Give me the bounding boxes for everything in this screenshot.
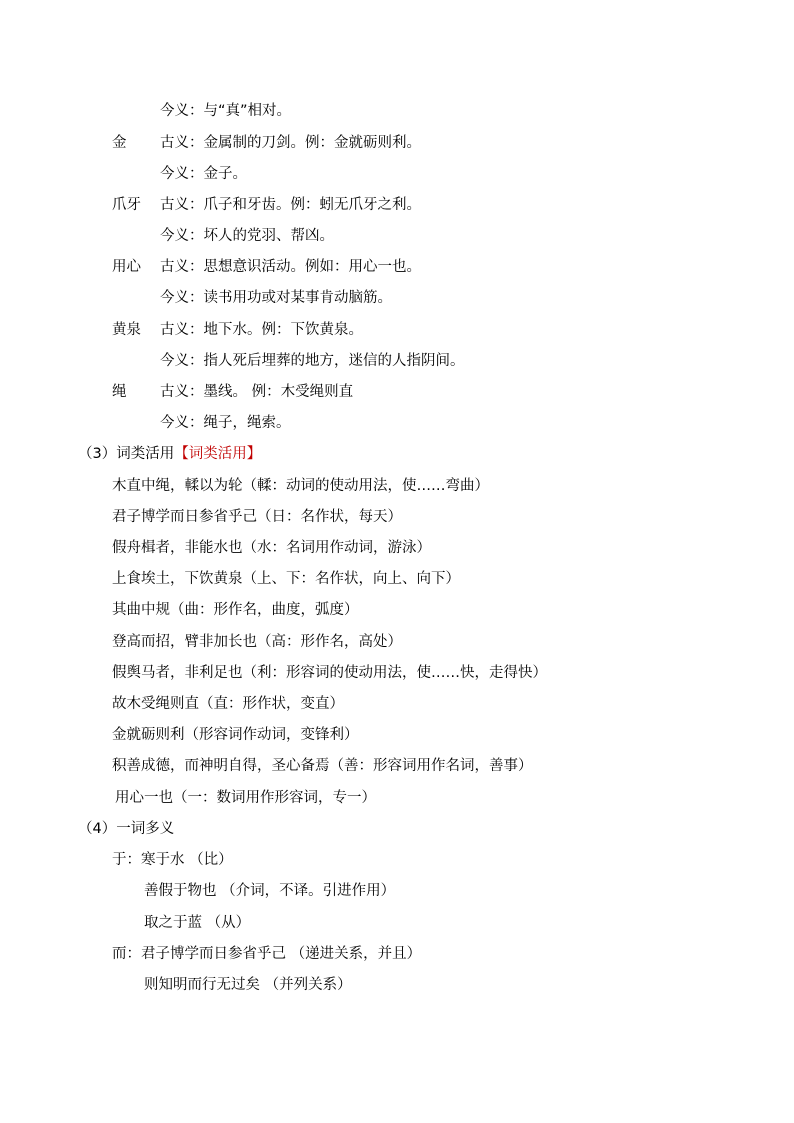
modern-meaning: 今义：指人死后埋葬的地方，迷信的人指阴间。	[160, 353, 465, 369]
ancient-meaning: 古义：墨线。 例：木受绳则直	[160, 384, 354, 400]
vocab-word: 用心	[112, 259, 141, 275]
ancient-meaning: 古义：思想意识活动。例如：用心一也。	[160, 259, 421, 275]
polysemy-example: 善假于物也 （介词，不译。引进作用）	[144, 883, 396, 899]
list-item: 君子博学而日参省乎己（日：名作状，每天）	[112, 509, 402, 525]
modern-meaning: 今义：绳子，绳索。	[160, 415, 291, 431]
polysemy-head: 于：寒于水 （比）	[112, 852, 233, 868]
list-item: 金就砺则利（形容词作动词，变锋利）	[112, 727, 359, 743]
section-tag: 【词类活用】	[174, 446, 262, 462]
list-item: 木直中绳，輮以为轮（輮：动词的使动用法，使……弯曲）	[112, 478, 489, 494]
list-item: 故木受绳则直（直：形作状，变直）	[112, 696, 344, 712]
ancient-meaning: 古义：金属制的刀剑。例：金就砺则利。	[160, 135, 421, 151]
modern-meaning: 今义：与“真”相对。	[160, 103, 292, 119]
list-item: 登高而招，臂非加长也（高：形作名，高处）	[112, 634, 402, 650]
list-item: 假舟楫者，非能水也（水：名词用作动词，游泳）	[112, 540, 431, 556]
section-title: （3）词类活用	[78, 446, 175, 462]
list-item: 其曲中规（曲：形作名，曲度，弧度）	[112, 602, 359, 618]
list-item: 用心一也（一：数词用作形容词，专一）	[115, 790, 376, 806]
polysemy-head: 而：君子博学而日参省乎己 （递进关系，并且）	[112, 946, 422, 962]
vocab-word: 绳	[112, 384, 127, 400]
ancient-meaning: 古义：爪子和牙齿。例：蚓无爪牙之利。	[160, 197, 421, 213]
list-item: 上食埃土，下饮黄泉（上、下：名作状，向上、向下）	[112, 571, 460, 587]
polysemy-example: 则知明而行无过矣 （并列关系）	[144, 977, 352, 993]
list-item: 假舆马者，非利足也（利：形容词的使动用法，使……快，走得快）	[112, 665, 547, 681]
section-heading: （4）一词多义	[78, 821, 175, 837]
modern-meaning: 今义：坏人的党羽、帮凶。	[160, 228, 334, 244]
vocab-word: 金	[112, 135, 127, 151]
polysemy-example: 取之于蓝 （从）	[144, 915, 251, 931]
list-item: 积善成德，而神明自得，圣心备焉（善：形容词用作名词，善事）	[112, 758, 533, 774]
section-heading	[78, 442, 261, 466]
modern-meaning: 今义：金子。	[160, 166, 247, 182]
ancient-meaning: 古义：地下水。例：下饮黄泉。	[160, 322, 363, 338]
vocab-word: 爪牙	[112, 197, 141, 213]
modern-meaning: 今义：读书用功或对某事肯动脑筋。	[160, 290, 392, 306]
vocab-word: 黄泉	[112, 322, 141, 338]
